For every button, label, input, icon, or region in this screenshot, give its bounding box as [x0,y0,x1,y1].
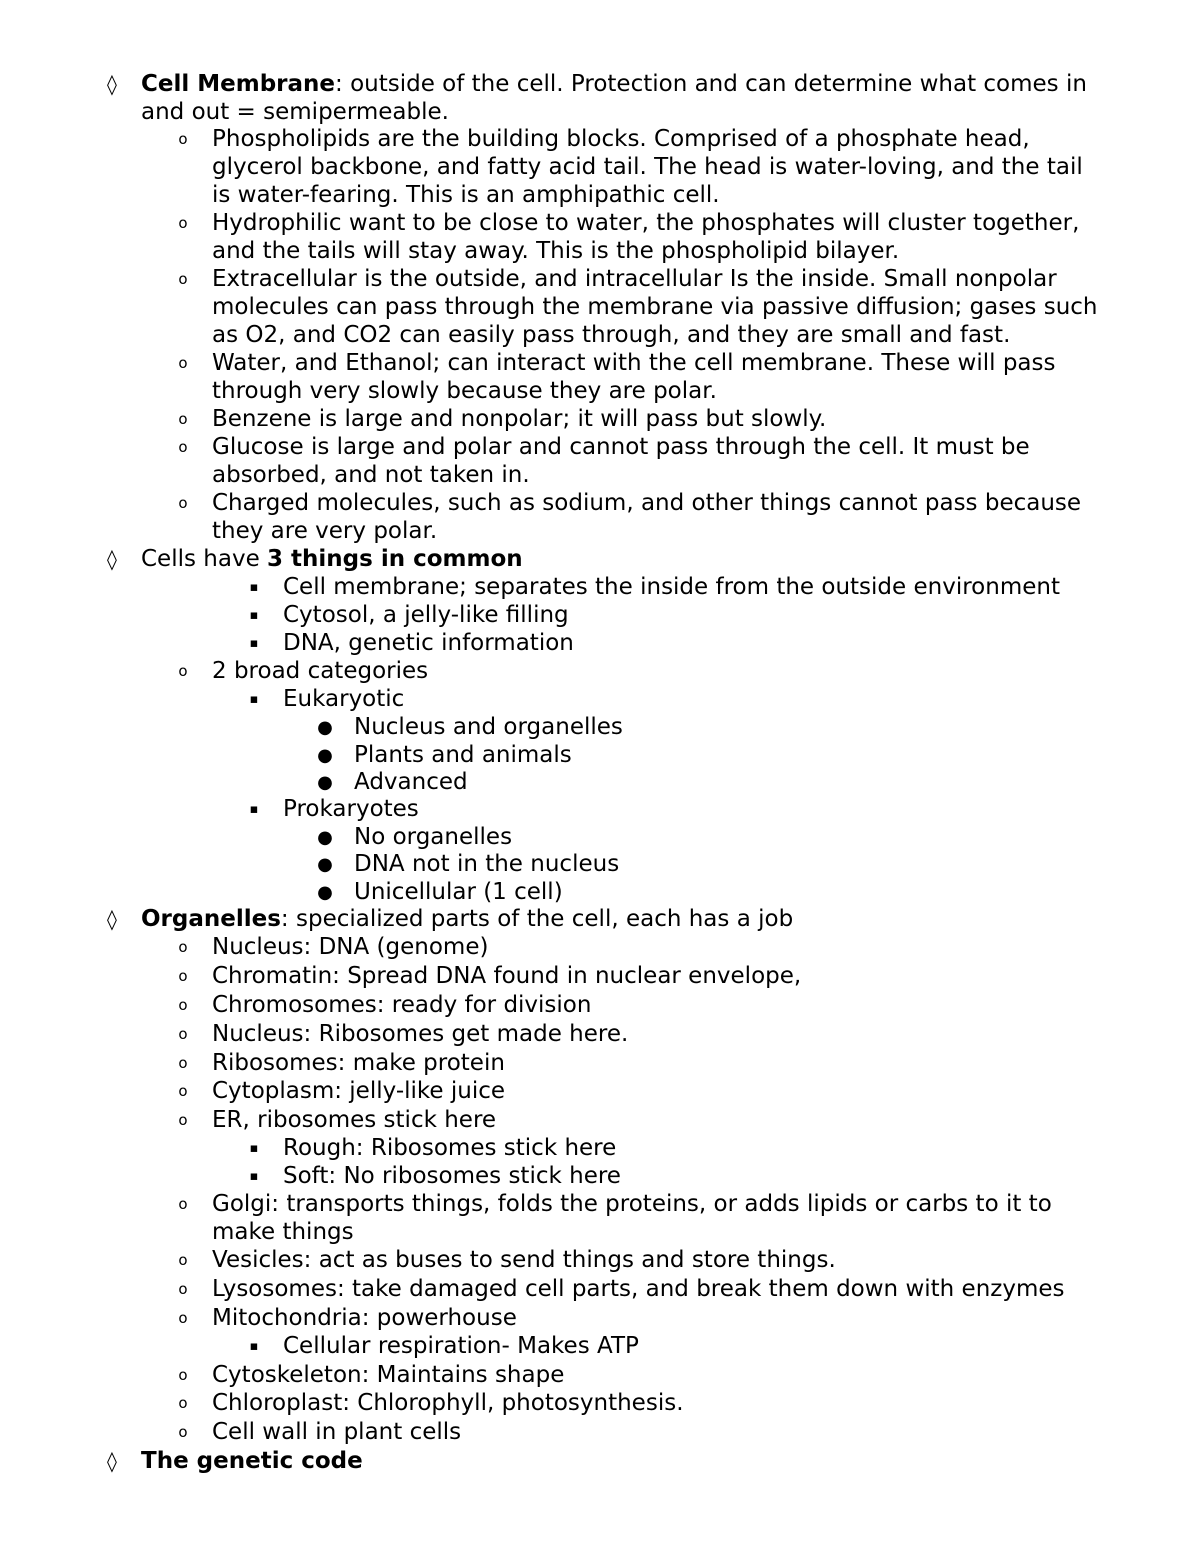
dot-bullet-icon: ● [317,882,333,903]
list-item [0,1332,1200,1361]
circle-bullet-icon: o [178,1025,188,1043]
list-item [0,962,1200,991]
circle-bullet-icon: o [178,1251,188,1269]
line-text: Water, and Ethanol; can interact with the cell membrane. These will pass [212,350,1056,376]
circle-bullet-icon: o [178,1054,188,1072]
square-bullet-icon: ▪ [249,1169,259,1184]
line-text: Charged molecules, such as sodium, and other things cannot pass because [212,490,1082,516]
circle-bullet-icon: o [178,1111,188,1129]
circle-bullet-icon: o [178,967,188,985]
cell-membrane-heading [0,70,1200,99]
line-text: Golgi: transports things, folds the proteins, or adds lipids or carbs to it to [212,1191,1052,1217]
list-item [0,1106,1200,1135]
list-item [0,713,1200,742]
list-item [0,349,1200,378]
genetic-code-heading [0,1447,1200,1476]
dot-bullet-icon: ● [317,745,333,766]
list-item [0,685,1200,714]
circle-bullet-icon: o [178,938,188,956]
list-item-cont [0,181,1200,210]
list-item [0,1418,1200,1447]
common-prefix: Cells have [141,546,268,572]
circle-bullet-icon: o [178,214,188,232]
line-text: Nucleus: Ribosomes get made here. [212,1021,629,1047]
line-text: Prokaryotes [283,796,419,822]
line-text: Cell wall in plant cells [212,1419,462,1445]
list-item [0,1190,1200,1219]
line-text: Cell membrane; separates the inside from the outside environment [283,574,1060,600]
line-text: Chromosomes: ready for division [212,992,592,1018]
list-item [0,1246,1200,1275]
dot-bullet-icon: ● [317,772,333,793]
line-text: Vesicles: act as buses to send things and store things. [212,1247,836,1273]
line-text: ER, ribosomes stick here [212,1107,497,1133]
line-text: Cytoskeleton: Maintains shape [212,1362,565,1388]
list-item [0,1020,1200,1049]
list-item [0,795,1200,824]
square-bullet-icon: ▪ [249,636,259,651]
circle-bullet-icon: o [178,1423,188,1441]
diamond-bullet-icon: ◊ [107,547,117,571]
list-item [0,601,1200,630]
line-text: Plants and animals [354,742,572,768]
line-text: Benzene is large and nonpolar; it will pass but slowly. [212,406,827,432]
list-item-cont [0,1218,1200,1247]
dot-bullet-icon: ● [317,854,333,875]
list-item [0,1134,1200,1163]
list-item [0,657,1200,686]
line-text: Cellular respiration- Makes ATP [283,1333,639,1359]
list-item [0,991,1200,1020]
square-bullet-icon: ▪ [249,802,259,817]
line-text: Hydrophilic want to be close to water, the phosphates will cluster together, [212,210,1080,236]
list-item [0,1361,1200,1390]
circle-bullet-icon: o [178,662,188,680]
common-bold: 3 things in common [267,546,523,572]
line-text: and out = semipermeable. [141,99,449,125]
line-text: Unicellular (1 cell) [354,879,563,905]
list-item [0,1049,1200,1078]
cell-membrane-term: Cell Membrane [141,71,336,97]
list-item-cont [0,153,1200,182]
list-item [0,850,1200,879]
line-text: Mitochondria: powerhouse [212,1305,517,1331]
organelles-intro: : specialized parts of the cell, each has a job [280,906,794,932]
cell-membrane-intro-cont [0,98,1200,127]
list-item-cont [0,237,1200,266]
circle-bullet-icon: o [178,1195,188,1213]
line-text: Ribosomes: make protein [212,1050,505,1076]
circle-bullet-icon: o [178,130,188,148]
line-text: Chloroplast: Chlorophyll, photosynthesis. [212,1390,684,1416]
line-text: Chromatin: Spread DNA found in nuclear envelope, [212,963,802,989]
square-bullet-icon: ▪ [249,1141,259,1156]
list-item-cont [0,293,1200,322]
circle-bullet-icon: o [178,270,188,288]
circle-bullet-icon: o [178,494,188,512]
square-bullet-icon: ▪ [249,608,259,623]
line-text: molecules can pass through the membrane via passive diffusion; gases such [212,294,1098,320]
line-text: Phospholipids are the building blocks. Comprised of a phosphate head, [212,126,1030,152]
square-bullet-icon: ▪ [249,692,259,707]
line-text: No organelles [354,824,513,850]
organelles-heading [0,905,1200,934]
list-item [0,405,1200,434]
list-item [0,878,1200,907]
line-text: absorbed, and not taken in. [212,462,530,488]
square-bullet-icon: ▪ [249,1339,259,1354]
square-bullet-icon: ▪ [249,580,259,595]
circle-bullet-icon: o [178,354,188,372]
genetic-code-title: The genetic code [141,1448,363,1474]
line-text: Advanced [354,769,468,795]
list-item [0,629,1200,658]
list-item [0,741,1200,770]
list-item [0,573,1200,602]
circle-bullet-icon: o [178,996,188,1014]
list-item-cont [0,321,1200,350]
line-text: Glucose is large and polar and cannot pass through the cell. It must be [212,434,1030,460]
circle-bullet-icon: o [178,1394,188,1412]
line-text: DNA, genetic information [283,630,574,656]
line-text: Nucleus and organelles [354,714,623,740]
list-item [0,1275,1200,1304]
line-text: Extracellular is the outside, and intracellular Is the inside. Small nonpolar [212,266,1057,292]
circle-bullet-icon: o [178,1366,188,1384]
list-item [0,1162,1200,1191]
line-text: Cytosol, a jelly-like filling [283,602,569,628]
diamond-bullet-icon: ◊ [107,72,117,96]
line-text: Cytoplasm: jelly-like juice [212,1078,506,1104]
circle-bullet-icon: o [178,1280,188,1298]
circle-bullet-icon: o [178,438,188,456]
common-heading [0,545,1200,574]
line-text: 2 broad categories [212,658,429,684]
line-text: is water-fearing. This is an amphipathic cell. [212,182,720,208]
list-item [0,489,1200,518]
line-text: through very slowly because they are polar. [212,378,717,404]
list-item [0,933,1200,962]
list-item [0,1077,1200,1106]
line-text: glycerol backbone, and fatty acid tail. The head is water-loving, and the tail [212,154,1083,180]
line-text: as O2, and CO2 can easily pass through, and they are small and fast. [212,322,1011,348]
dot-bullet-icon: ● [317,827,333,848]
circle-bullet-icon: o [178,410,188,428]
organelles-term: Organelles [141,906,281,932]
line-text: Lysosomes: take damaged cell parts, and break them down with enzymes [212,1276,1065,1302]
circle-bullet-icon: o [178,1082,188,1100]
line-text: Nucleus: DNA (genome) [212,934,489,960]
line-text: Soft: No ribosomes stick here [283,1163,621,1189]
list-item [0,1389,1200,1418]
line-text: they are very polar. [212,518,438,544]
circle-bullet-icon: o [178,1309,188,1327]
list-item [0,823,1200,852]
line-text: DNA not in the nucleus [354,851,620,877]
line-text: Rough: Ribosomes stick here [283,1135,617,1161]
list-item [0,433,1200,462]
list-item-cont [0,461,1200,490]
list-item [0,125,1200,154]
line-text: Eukaryotic [283,686,405,712]
diamond-bullet-icon: ◊ [107,1449,117,1473]
line-text: and the tails will stay away. This is the phospholipid bilayer. [212,238,900,264]
line-text: make things [212,1219,354,1245]
dot-bullet-icon: ● [317,717,333,738]
cell-membrane-intro: : outside of the cell. Protection and can determine what comes in [335,71,1087,97]
diamond-bullet-icon: ◊ [107,907,117,931]
list-item-cont [0,517,1200,546]
list-item-cont [0,377,1200,406]
list-item [0,1304,1200,1333]
list-item [0,265,1200,294]
list-item [0,768,1200,797]
list-item [0,209,1200,238]
